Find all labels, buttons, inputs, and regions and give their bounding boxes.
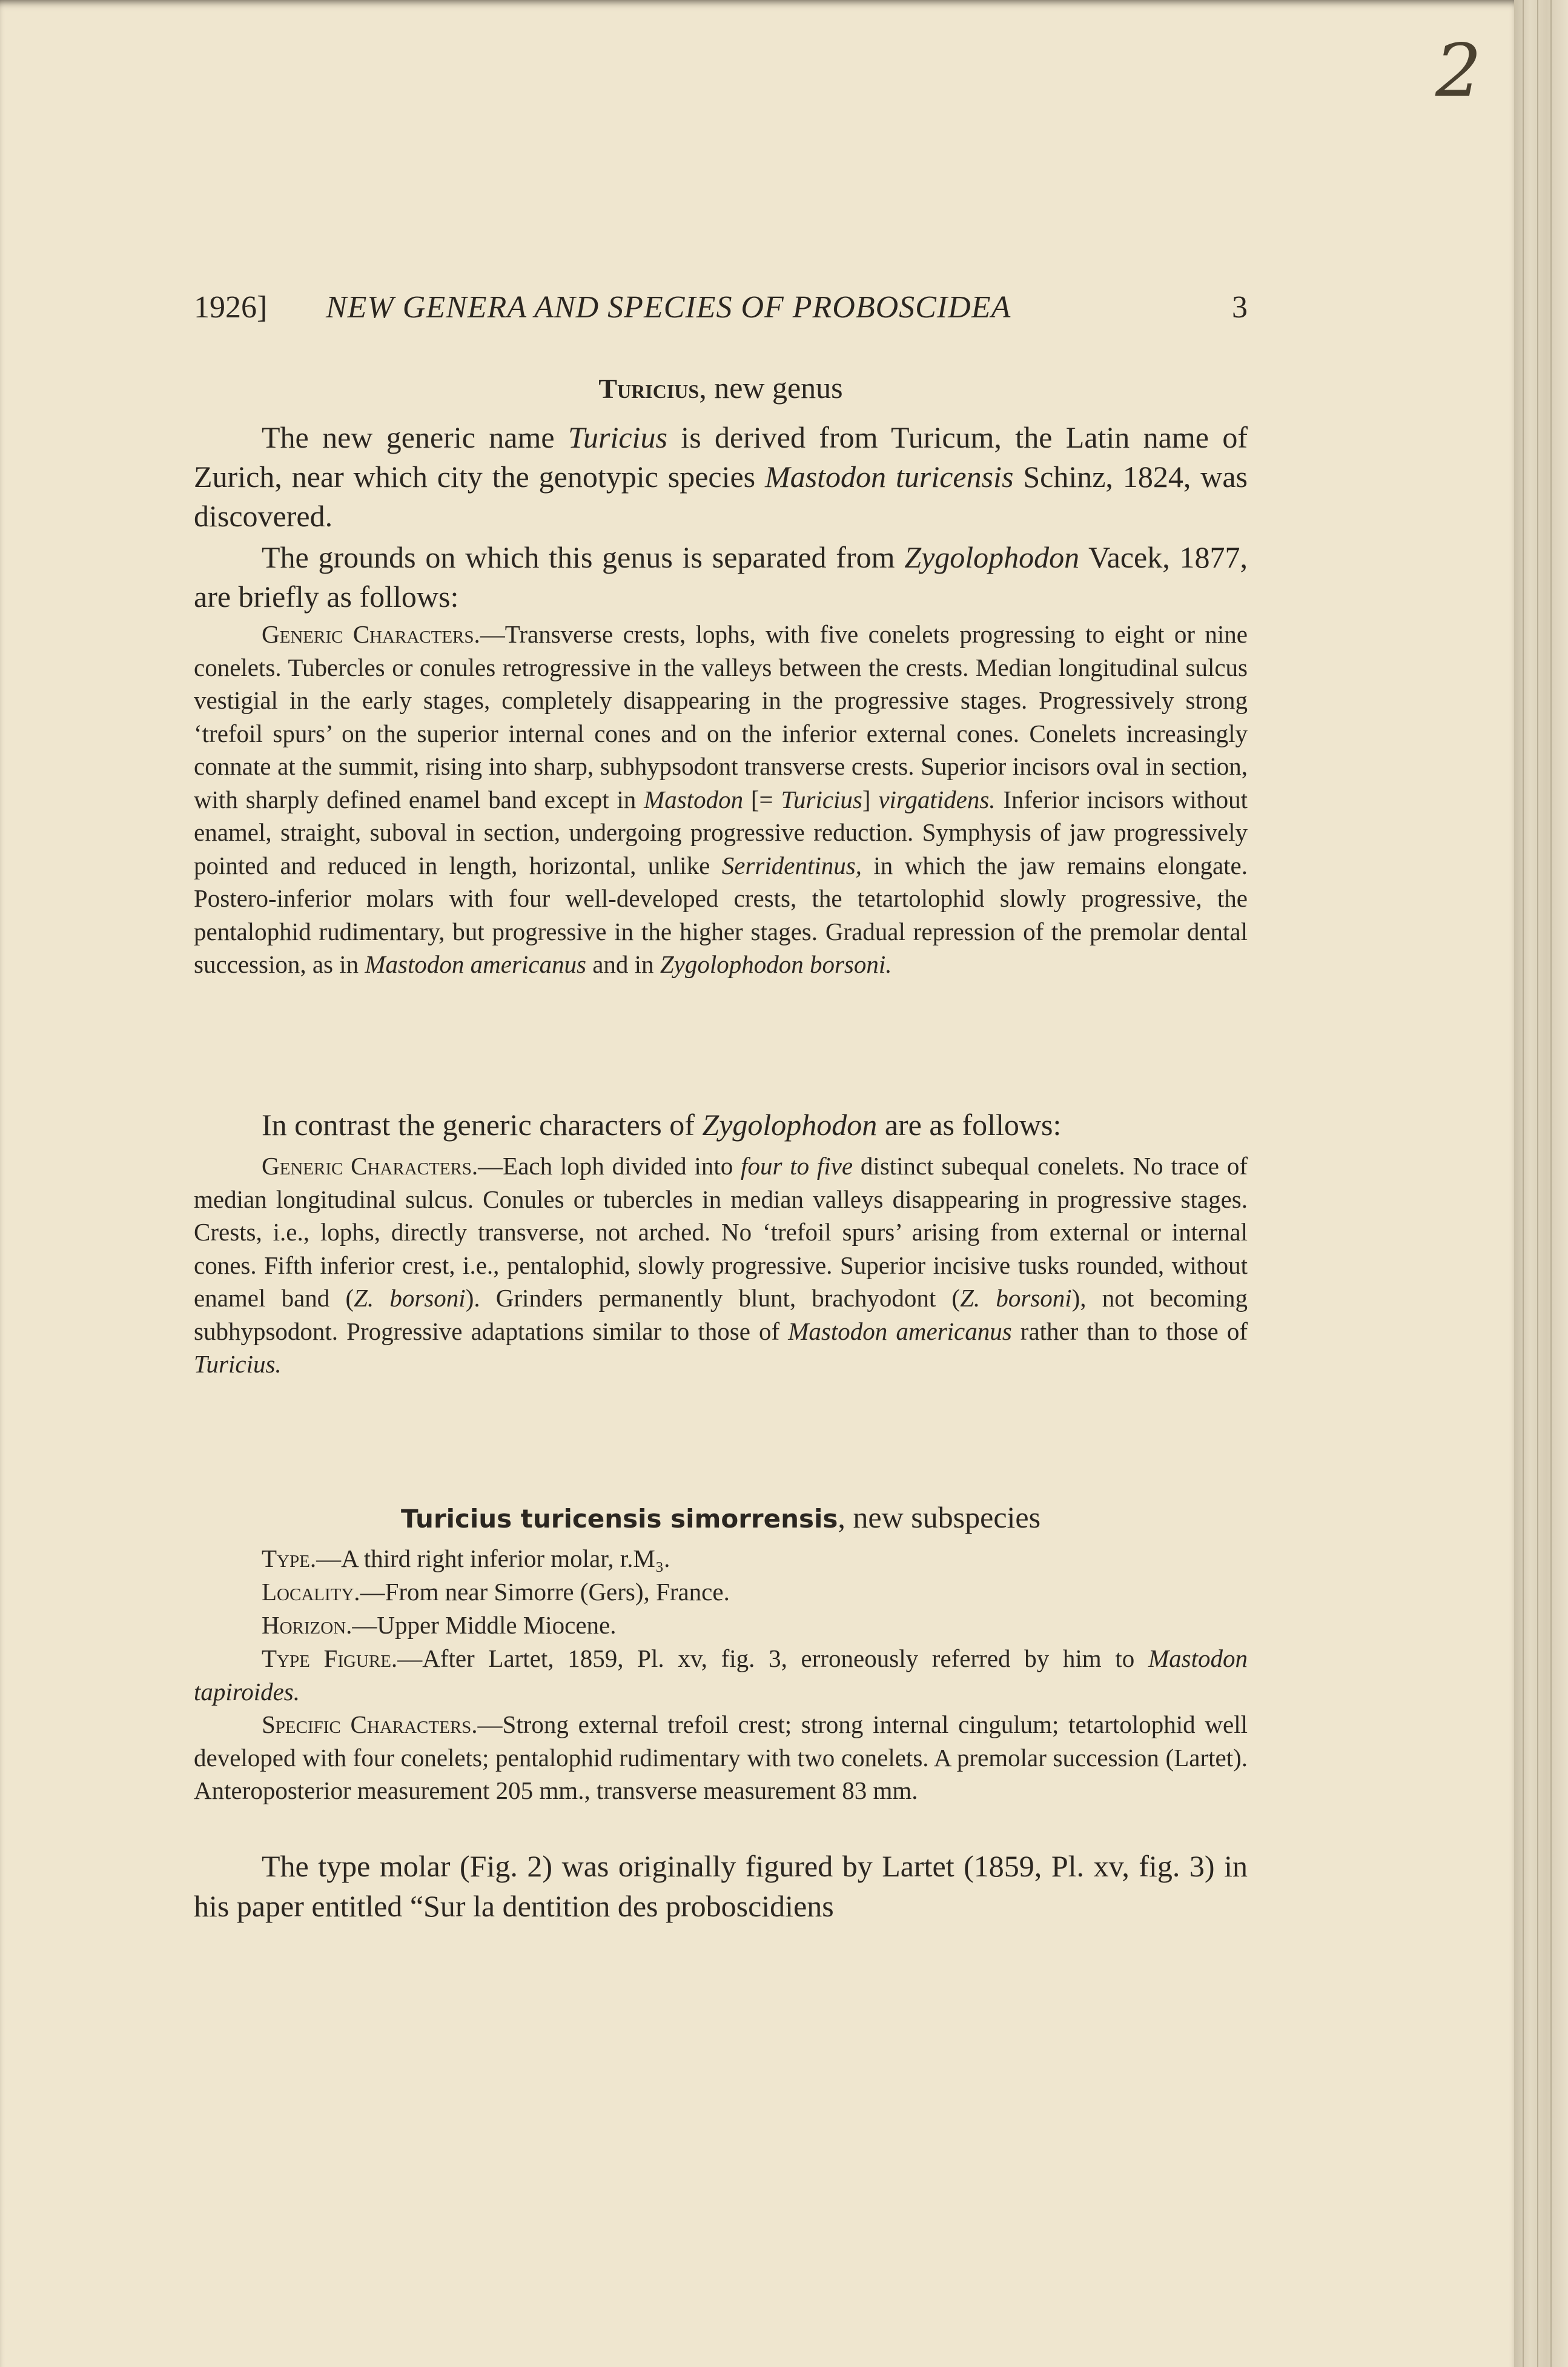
intro-text: is derived from Turicum, the Latin name of Zurich, near which city the genotypic species <box>194 420 1248 494</box>
entry-text: —Strong external trefoil crest; strong internal cingulum; tetartolophid well developed with four conelets; pentalophid rudimentary with two conelets. A premolar succession (Lartet). Anteroposterior measurement 205 mm., transverse measurement 83 mm. <box>194 1710 1248 1804</box>
entry-label: Horizon. <box>262 1611 352 1639</box>
turicius-generic-characters <box>194 618 1248 981</box>
characters-text: ). Grinders permanently blunt, brachyodont ( <box>465 1284 961 1312</box>
entry-text: —A third right inferior molar, r.M₃. <box>316 1544 670 1572</box>
entry-taxon: Mastodon tapiroides. <box>194 1644 1248 1706</box>
characters-text: distinct subequal conelets. No trace of median longitudinal sulcus. Conules or tubercles in median valleys disappearing in progressive stages. Crests, i.e., lophs, directly transverse, not arched. No ‘trefoil spurs’ arising from external or internal cones. Fifth inferior crest, i.e., pentalophid, slowly progressive. Superior incisive tusks rounded, without enamel band ( <box>194 1152 1248 1312</box>
contrast-taxon: Zygolophodon <box>702 1108 878 1142</box>
characters-text: and in <box>586 950 660 978</box>
intro-text: Schinz, 1824, was discovered. <box>194 460 1248 533</box>
contrast-text: are as follows: <box>877 1108 1062 1142</box>
characters-text: Inferior incisors without enamel, straight, suboval in section, undergoing progressive reduction. Symphysis of jaw progressively pointed and reduced in length, horizontal, unlike <box>194 785 1248 879</box>
characters-taxon: Turicius <box>781 785 862 813</box>
characters-taxon: Z. borsoni <box>354 1284 466 1312</box>
horizon-entry <box>194 1609 1248 1642</box>
subspecies-name: Turicius turicensis simorrensis <box>400 1504 838 1534</box>
entry-text: —Upper Middle Miocene. <box>352 1611 617 1639</box>
characters-taxon: Turicius. <box>194 1350 282 1378</box>
intro-text: The new generic name <box>262 420 568 454</box>
characters-text: [= <box>743 785 781 813</box>
entry-label: Type. <box>262 1544 317 1572</box>
characters-taxon: Mastodon <box>644 785 744 813</box>
characters-taxon: Zygolophodon borsoni. <box>660 950 892 978</box>
header-year: 1926] <box>194 290 268 325</box>
genus-heading <box>194 368 1248 409</box>
specific-characters-entry <box>194 1708 1248 1807</box>
genus-intro-paragraph-2 <box>194 538 1248 617</box>
characters-taxon: Mastodon americanus <box>365 950 586 978</box>
intro-taxon: Turicius <box>567 420 667 454</box>
characters-text: rather than to those of <box>1011 1317 1248 1345</box>
intro-text: Vacek, 1877, are briefly as follows: <box>194 540 1248 614</box>
intro-text: The grounds on which this genus is separated from <box>262 540 905 574</box>
characters-taxon: virgatidens. <box>878 785 996 813</box>
contrast-lead-paragraph <box>194 1105 1248 1145</box>
characters-taxon: Mastodon americanus <box>788 1317 1012 1345</box>
type-figure-entry <box>194 1642 1248 1708</box>
entry-label: Locality. <box>262 1578 360 1606</box>
entry-label: Specific Characters. <box>262 1710 478 1738</box>
entry-text: —After Lartet, 1859, Pl. xv, fig. 3, erroneously referred by him to <box>397 1644 1148 1672</box>
entry-label: Type Figure. <box>262 1644 398 1672</box>
section-label: Generic Characters. <box>262 620 480 648</box>
intro-taxon: Mastodon turicensis <box>765 460 1014 494</box>
subspecies-heading <box>194 1497 1248 1539</box>
characters-text: —Transverse crests, lophs, with five conelets progressing to eight or nine conelets. Tubercles or conules retrogressive in the valleys between the crests. Median longitudinal sulcus vestigial in the early stages, completely disappearing in the progressive stages. Progressively strong ‘trefoil spurs’ on the superior internal cones and on the inferior external cones. Conelets increasingly connate at the summit, rising into sharp, subhypsodont transverse crests. Superior incisors oval in section, with sharply defined enamel band except in <box>194 620 1248 813</box>
characters-text: ] <box>862 785 879 813</box>
characters-text: —Each loph divided into <box>478 1152 741 1180</box>
type-entry <box>194 1542 1248 1575</box>
characters-text: ), not becoming subhypsodont. Progressive adaptations similar to those of <box>194 1284 1248 1345</box>
page-edges <box>1514 0 1568 2367</box>
zygolophodon-generic-characters <box>194 1150 1248 1381</box>
section-label: Generic Characters. <box>262 1152 478 1180</box>
entry-text: —From near Simorre (Gers), France. <box>360 1578 730 1606</box>
closing-paragraph: The type molar (Fig. 2) was originally figured by Lartet (1859, Pl. xv, fig. 3) in his paper entitled “Sur la dentition des proboscidiens <box>194 1849 1248 1923</box>
characters-taxon: Z. borsoni <box>960 1284 1072 1312</box>
contrast-text: In contrast the generic characters of <box>262 1108 703 1142</box>
header-title: NEW GENERA AND SPECIES OF PROBOSCIDEA <box>326 290 1011 325</box>
characters-text: in which the jaw remains elongate. Postero-inferior molars with four well-developed crests, the tetartolophid slowly progressive, the pentalophid rudimentary, but progressive in the higher stages. Gradual repression of the premolar dental succession, as in <box>194 851 1248 978</box>
subspecies-heading-suffix: , new subspecies <box>838 1500 1041 1534</box>
genus-name: Turicius <box>598 373 700 404</box>
running-header <box>194 283 1248 332</box>
characters-emphasis: four to five <box>741 1152 853 1180</box>
page-number: 3 <box>1232 290 1248 325</box>
genus-intro-paragraph-1 <box>194 418 1248 536</box>
intro-taxon: Zygolophodon <box>904 540 1080 574</box>
genus-heading-suffix: , new genus <box>699 371 843 405</box>
handwritten-page-annotation: 2 <box>1435 29 1482 113</box>
locality-entry <box>194 1575 1248 1609</box>
characters-taxon: Serridentinus, <box>721 851 862 879</box>
